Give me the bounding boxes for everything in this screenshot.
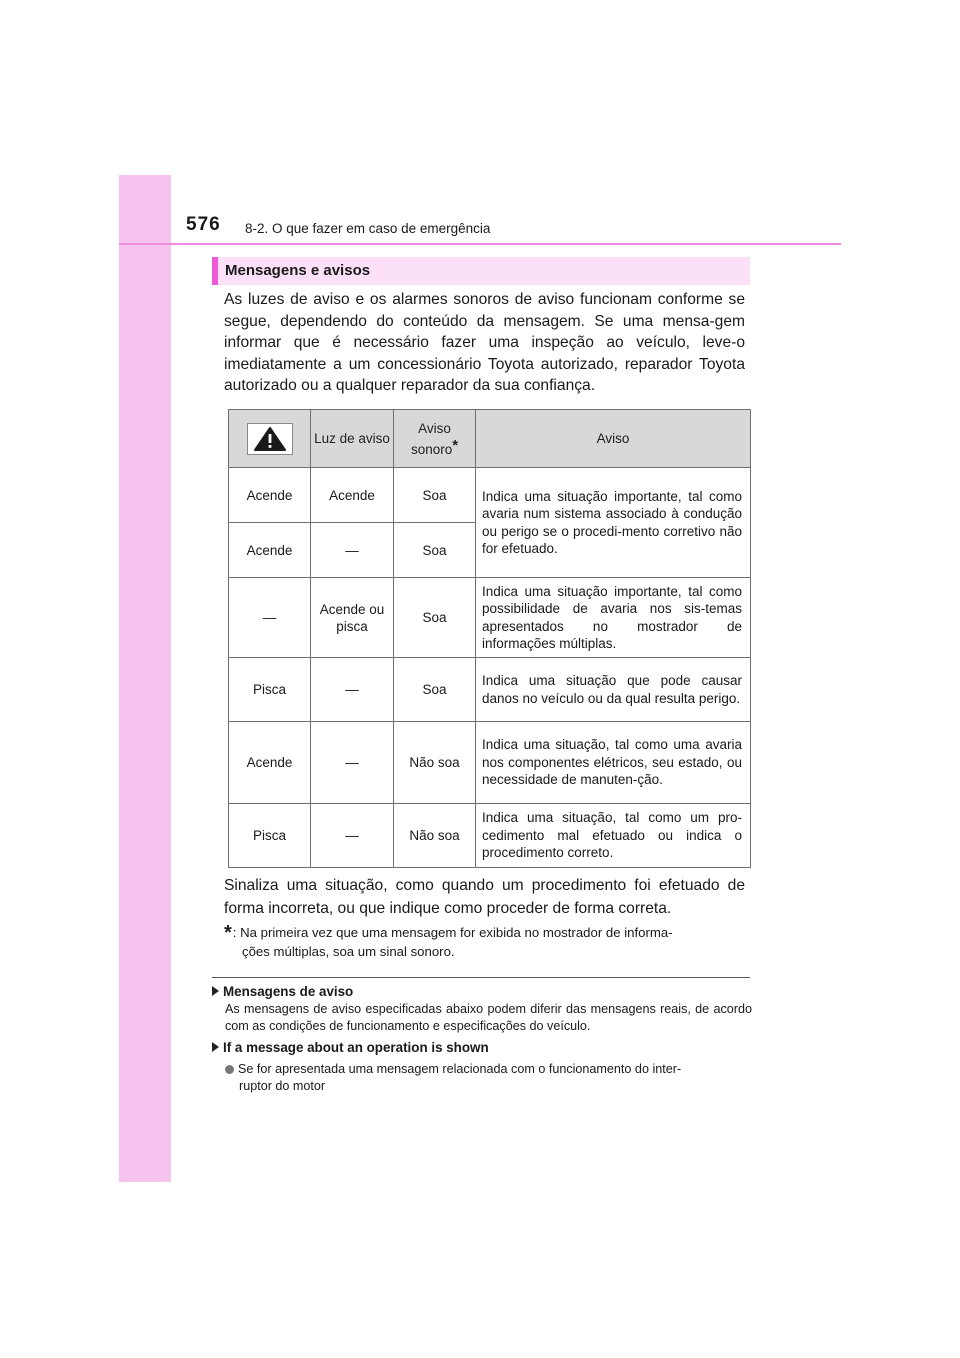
cell-buzzer-state: Soa: [394, 578, 476, 658]
header-light: Luz de aviso: [311, 410, 394, 468]
section-divider: [212, 977, 750, 978]
cell-description: Indica uma situação, tal como uma avaria nos componentes elétricos, seu estado, ou necessidade de manuten-ção.: [476, 722, 751, 804]
table-header-row: [229, 410, 751, 468]
cell-light-state: Acende: [311, 468, 394, 523]
cell-light-state: —: [311, 722, 394, 804]
footnote-text-line1: : Na primeira vez que uma mensagem for exibida no mostrador de informa-: [232, 925, 673, 940]
after-table-paragraph: Sinaliza uma situação, como quando um procedimento foi efetuado de forma incorreta, ou que indique como proceder de forma correta.: [224, 877, 745, 917]
footnote-star: *: [452, 436, 459, 454]
table-row: [229, 804, 751, 868]
cell-light-state: —: [311, 523, 394, 578]
note-title: Mensagens de aviso: [223, 984, 354, 999]
square-bullet-icon: [212, 1042, 219, 1052]
header-divider: [119, 243, 841, 245]
cell-light-state: —: [311, 658, 394, 722]
header-buzzer-line1: Aviso: [418, 420, 451, 436]
cell-buzzer-state: Soa: [394, 658, 476, 722]
circle-bullet-icon: [225, 1065, 234, 1074]
page-number: 576: [186, 214, 221, 235]
note-bullet-continued: ruptor do motor: [239, 1079, 326, 1093]
square-bullet-icon: [212, 986, 219, 996]
header-icon-cell: [229, 410, 311, 468]
section-title: Mensagens e avisos: [212, 257, 750, 285]
note-warning-messages: [212, 983, 752, 1035]
cell-description: Indica uma situação, tal como um pro-cedimento mal efetuado ou indica o procedimento correto.: [476, 804, 751, 868]
header-buzzer: [394, 410, 476, 468]
note-operation-message: [212, 1039, 752, 1095]
chapter-title: 8-2. O que fazer em caso de emergência: [245, 221, 491, 236]
cell-description: Indica uma situação que pode causar danos no veículo ou da qual resulta perigo.: [476, 658, 751, 722]
footnote-star: *: [224, 922, 232, 944]
cell-icon-state: Acende: [229, 468, 311, 523]
cell-buzzer-state: Não soa: [394, 804, 476, 868]
footnote: [224, 924, 745, 961]
cell-icon-state: Acende: [229, 523, 311, 578]
table-row: [229, 468, 751, 523]
intro-paragraph: As luzes de aviso e os alarmes sonoros de aviso funcionam conforme se segue, dependendo do conteúdo da mensagem. Se uma mensa-gem informar que é necessário fazer uma inspeção ao veículo, leve-o imediatamente a um concessionário Toyota autorizado, reparador Toyota autorizado ou a qualquer reparador da sua confiança.: [224, 291, 745, 394]
warning-message-table: [228, 409, 751, 868]
cell-icon-state: Pisca: [229, 658, 311, 722]
cell-buzzer-state: Soa: [394, 523, 476, 578]
cell-description: Indica uma situação importante, tal como possibilidade de avaria nos sis-temas apresentados no mostrador de informações múltiplas.: [476, 578, 751, 658]
cell-icon-state: —: [229, 578, 311, 658]
cell-light-state: Acende ou pisca: [311, 578, 394, 658]
cell-icon-state: Pisca: [229, 804, 311, 868]
cell-icon-state: Acende: [229, 722, 311, 804]
footnote-text-line2: ções múltiplas, soa um sinal sonoro.: [242, 943, 455, 959]
cell-light-state: —: [311, 804, 394, 868]
note-body: As mensagens de aviso especificadas abaixo podem diferir das mensagens reais, de acordo com as condições de funcionamento e especificações do veículo.: [225, 1002, 752, 1033]
chapter-tab-strip: [119, 175, 171, 1182]
table-row: [229, 578, 751, 658]
cell-description: Indica uma situação importante, tal como avaria num sistema associado à condução ou perigo se o procedi-mento corretivo não for efetuado.: [476, 468, 751, 578]
table-row: [229, 658, 751, 722]
table-row: [229, 722, 751, 804]
header-notice: Aviso: [476, 410, 751, 468]
note-title: If a message about an operation is shown: [223, 1040, 489, 1055]
header-buzzer-line2: sonoro: [410, 441, 453, 457]
note-bullet: Se for apresentada uma mensagem relacionada com o funcionamento do inter-: [238, 1062, 682, 1076]
warning-triangle-icon: [247, 423, 293, 455]
cell-buzzer-state: Não soa: [394, 722, 476, 804]
cell-buzzer-state: Soa: [394, 468, 476, 523]
